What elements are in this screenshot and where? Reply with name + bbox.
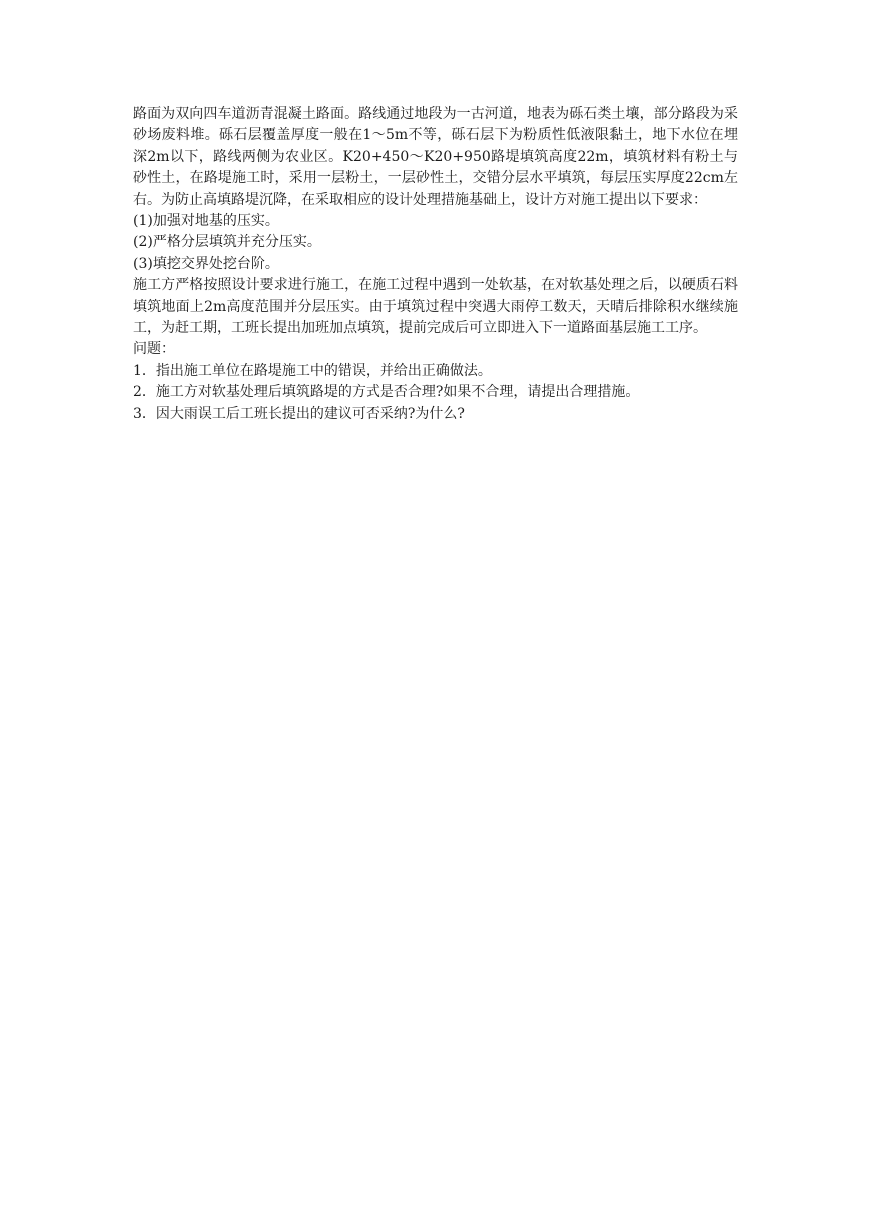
question-item: 1．指出施工单位在路堤施工中的错误，并给出正确做法。 [133,362,492,379]
question-item: 3．因大雨误工后工班长提出的建议可否采纳?为什么? [133,405,465,422]
requirement-item: (2)严格分层填筑并充分压实。 [133,234,321,251]
question-item: 2．施工方对软基处理后填筑路堤的方式是否合理?如果不合理，请提出合理措施。 [133,384,640,401]
requirement-item: (1)加强对地基的压实。 [133,213,279,230]
questions-heading: 问题： [133,341,175,358]
document-page [133,104,738,425]
intro-paragraph: 路面为双向四车道沥青混凝土路面。路线通过地段为一古河道，地表为砾石类土壤，部分路段为采砂场废料堆。砾石层覆盖厚度一般在1～5m不等，砾石层下为粉质性低液限黏土，地下水位在埋深2m以下，路线两侧为农业区。K20+450～K20+950路堤填筑高度22m，填筑材料有粉土与砂性土，在路堤施工时，采用一层粉土，一层砂性土，交错分层水平填筑，每层压实厚度22cm左右。为防止高填路堤沉降，在采取相应的设计处理措施基础上，设计方对施工提出以下要求： [133,106,738,208]
requirement-item: (3)填挖交界处挖台阶。 [133,255,279,272]
construction-paragraph: 施工方严格按照设计要求进行施工，在施工过程中遇到一处软基，在对软基处理之后，以硬质石料填筑地面上2m高度范围并分层压实。由于填筑过程中突遇大雨停工数天，天晴后排除积水继续施工，为赶工期，工班长提出加班加点填筑，提前完成后可立即进入下一道路面基层施工工序。 [133,277,738,337]
